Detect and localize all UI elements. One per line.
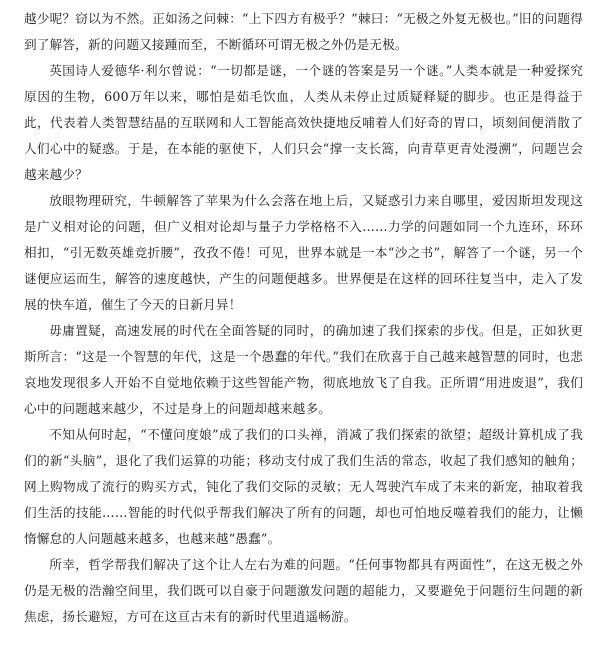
paragraph-2: 英国诗人爱德华·利尔曾说：“一切都是谜，一个谜的答案是另一个谜。”人类本就是一种爱探究原因的生物，600万年以来，哪怕是茹毛饮血，人类从未停止过质疑释疑的脚步。也正是得益于此，代表着人类智慧结晶的互联网和人工智能高效快捷地反哺着人们好奇的胃口，顷刻间便消散了人们心中的疑惑。于是，在本能的驱使下，人们只会“撑一支长篙，向青草更青处漫溯”，问题岂会越来越少？ xyxy=(24,63,583,182)
paragraph-3: 放眼物理研究，牛顿解答了苹果为什么会落在地上后，又疑惑引力来自哪里，爱因斯坦发现这是广义相对论的问题，但广义相对论却与量子力学格格不入……力学的问题如同一个九连环，环环相扣，“引无数英雄竞折腰”，孜孜不倦！可见，世界本就是一本“沙之书”，解答了一个谜，另一个谜便应运而生，解答的速度越快，产生的问题便越多。世界便是在这样的回环往复当中，走入了发展的快车道，催生了今天的日新月异！ xyxy=(24,193,583,312)
paragraph-5: 不知从何时起，“不懂问度娘”成了我们的口头禅，消减了我们探索的欲望；超级计算机成了我们的新“头脑”，退化了我们运算的功能；移动支付成了我们生活的常态，收起了我们感知的触角；网上购物成了流行的购买方式，钝化了我们交际的灵敏；无人驾驶汽车成了未来的新宠，抽取着我们生活的技能……智能的时代似乎帮我们解决了所有的问题，却也可怕地反噬着我们的能力，让懒惰懈怠的人问题越来越多，也越来越“愚蠢”。 xyxy=(24,427,583,546)
paragraph-4: 毋庸置疑，高速发展的时代在全面答疑的同时，的确加速了我们探索的步伐。但是，正如狄更斯所言：“这是一个智慧的年代，这是一个愚蠢的年代。”我们在欣喜于自己越来越智慧的同时，也悲哀地发现很多人开始不自觉地依赖于这些智能产物，彻底地放飞了自我。正所谓“用进废退”，我们心中的问题越来越少，不过是身上的问题却越来越多。 xyxy=(24,323,583,416)
paragraph-6: 所幸，哲学帮我们解决了这个让人左右为难的问题。“任何事物都具有两面性”，在这无极之外仍是无极的浩瀚空间里，我们既可以自豪于问题激发问题的超能力，又要避免于问题衍生问题的新焦虑，扬长避短，方可在这亘古未有的新时代里逍遥畅游。 xyxy=(24,557,583,624)
paragraph-1: 越少呢？窃以为不然。正如汤之问棘：“上下四方有极乎？”棘曰：“无极之外复无极也。”旧的问题得到了解答，新的问题又接踵而至，不断循环可谓无极之外仍是无极。 xyxy=(24,11,583,52)
